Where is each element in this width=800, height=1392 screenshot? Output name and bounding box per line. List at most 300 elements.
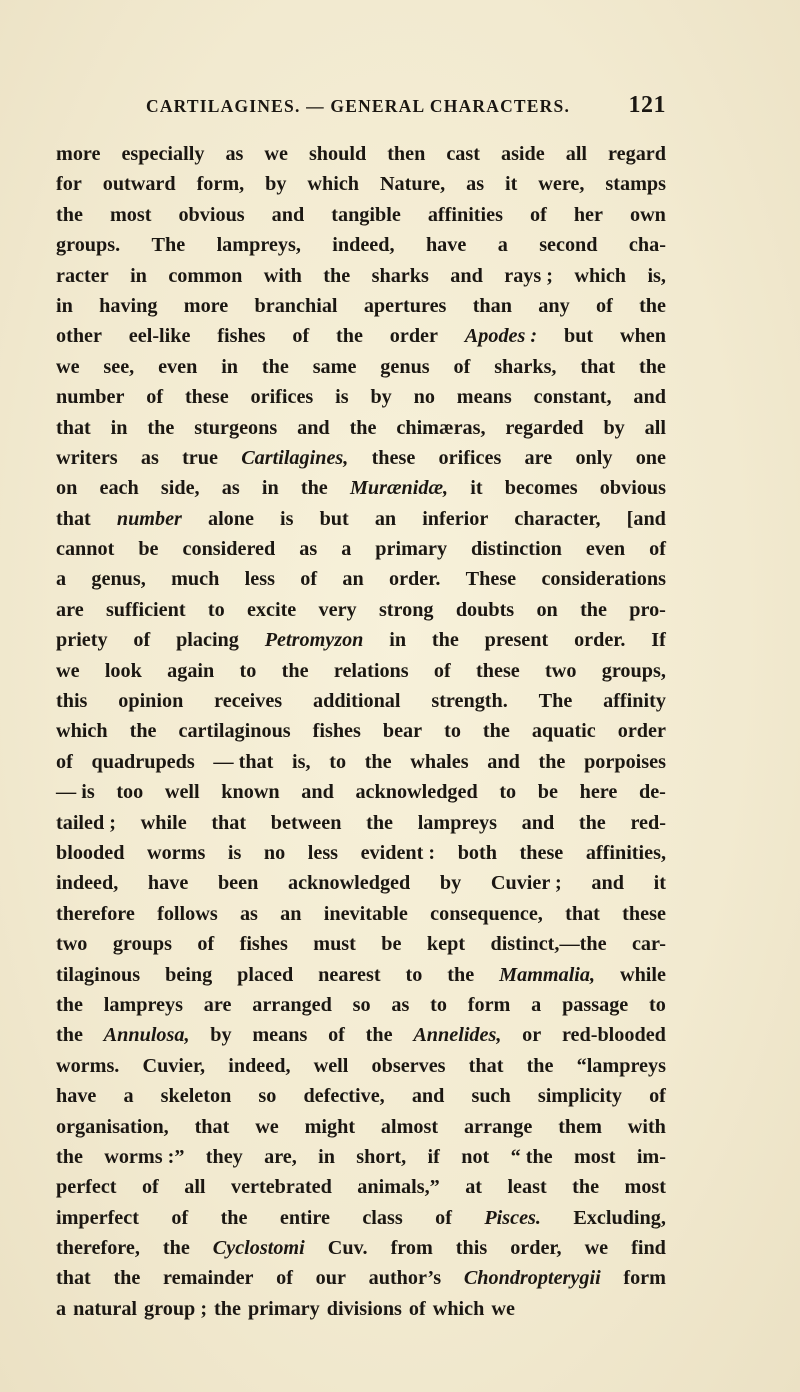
text-line <box>56 656 666 686</box>
word: all <box>565 143 588 165</box>
word: indeed, <box>332 234 395 257</box>
word: aside <box>500 143 545 165</box>
word: imperfect <box>56 1206 139 1229</box>
word: too <box>116 781 144 804</box>
text-line <box>56 838 666 868</box>
word: means <box>252 1024 308 1047</box>
word: here <box>579 781 618 804</box>
word: order, <box>510 1237 562 1260</box>
text-line <box>56 1172 666 1202</box>
word: natural <box>73 1297 138 1320</box>
word: sturgeons <box>194 416 278 439</box>
word: short, <box>356 1145 407 1168</box>
word: indeed, <box>228 1054 291 1077</box>
word: the <box>281 659 309 682</box>
text-line <box>56 1081 666 1111</box>
word: constant, <box>533 386 612 409</box>
word: of <box>300 568 318 591</box>
word: to <box>499 781 517 804</box>
word: are <box>203 993 232 1016</box>
word: sharks <box>371 264 429 287</box>
word: becomes <box>504 477 578 500</box>
word: be <box>381 933 402 956</box>
word: affinities, <box>585 841 666 864</box>
word: of <box>328 1024 345 1047</box>
word: distinction <box>471 538 562 561</box>
word: remainder <box>163 1267 254 1290</box>
word: of <box>141 1176 159 1199</box>
word: an <box>280 902 302 925</box>
word: Cuvier, <box>142 1054 206 1077</box>
word: in <box>389 629 407 652</box>
text-line <box>56 1294 666 1324</box>
word: obvious <box>178 203 245 226</box>
word: to <box>405 963 423 986</box>
word: almost <box>380 1115 439 1138</box>
word: groups <box>112 933 172 956</box>
text-line <box>56 868 666 898</box>
word: vertebrated <box>230 1176 332 1199</box>
word: follows <box>157 902 218 925</box>
word: receives <box>214 690 283 713</box>
word: the <box>431 629 459 652</box>
word: is, <box>647 264 666 287</box>
word: red- <box>630 811 666 834</box>
word: not <box>461 1145 490 1168</box>
word: by <box>265 173 287 196</box>
italic-word: Apodes : <box>464 325 538 348</box>
word: additional <box>313 690 401 713</box>
word: from <box>390 1237 433 1260</box>
page-number: 121 <box>628 92 666 118</box>
word: more <box>183 294 229 317</box>
text-line <box>56 321 666 351</box>
word: aquatic <box>531 720 596 743</box>
word: all <box>644 416 666 439</box>
text-line <box>56 1112 666 1142</box>
text-line <box>56 534 666 564</box>
word: and <box>271 203 305 226</box>
word: less <box>244 568 275 591</box>
word: as <box>221 477 240 500</box>
word: to <box>430 993 447 1016</box>
word: Nature, <box>379 173 446 196</box>
word: opinion <box>118 690 184 713</box>
word: fishes <box>217 325 266 348</box>
word: considerations <box>541 568 666 591</box>
word: — that <box>213 750 274 773</box>
word: this <box>56 690 88 713</box>
word: look <box>104 659 142 682</box>
word: as <box>466 173 485 196</box>
body-paragraph <box>56 139 666 1324</box>
word: these <box>622 902 666 925</box>
word: which <box>432 1297 485 1320</box>
word: that <box>194 1115 230 1138</box>
word: and <box>521 811 555 834</box>
text-line <box>56 990 666 1020</box>
running-head <box>146 92 666 124</box>
word: lampreys <box>417 811 497 834</box>
word: relations <box>333 659 409 682</box>
word: be <box>537 781 558 804</box>
word: it <box>653 872 666 895</box>
word: should <box>308 143 367 165</box>
text-line <box>56 1203 666 1233</box>
word: the <box>147 416 175 439</box>
text-line <box>56 1051 666 1081</box>
word: that <box>565 902 600 925</box>
word: eel-like <box>128 325 191 348</box>
word: class <box>362 1206 403 1229</box>
word: observes <box>371 1054 446 1077</box>
word: or <box>522 1024 542 1047</box>
word: the <box>220 1206 248 1229</box>
text-line <box>56 352 666 382</box>
italic-word: Pisces. <box>484 1206 541 1229</box>
word: regard <box>608 143 666 165</box>
word: nearest <box>318 963 381 986</box>
word: kept <box>426 933 466 956</box>
word: distinct,—the <box>490 933 607 956</box>
word: character, <box>514 507 601 530</box>
word: These <box>465 568 517 591</box>
word: group ; <box>144 1297 208 1320</box>
word: therefore <box>56 902 135 925</box>
word: as <box>140 446 159 469</box>
word: — is <box>56 781 95 804</box>
word: which <box>56 720 108 743</box>
word: genus, <box>91 568 146 591</box>
word: Cuvier ; <box>490 872 562 895</box>
word: in <box>110 416 128 439</box>
word: be <box>138 538 159 561</box>
word: of <box>276 1267 293 1290</box>
text-line <box>56 1142 666 1172</box>
italic-word: Cartilagines, <box>241 446 349 469</box>
word: fishes <box>239 933 288 956</box>
word: and <box>633 386 666 409</box>
word: by <box>370 386 392 409</box>
word: order <box>617 720 666 743</box>
word: excite <box>246 598 297 621</box>
word: we <box>255 1115 279 1138</box>
word: which <box>307 173 360 196</box>
word: of <box>56 750 73 773</box>
word: for <box>56 173 82 196</box>
word: of <box>408 1297 426 1320</box>
word: whales <box>410 750 469 773</box>
word: order. <box>388 568 441 591</box>
word: lampreys, <box>216 234 301 257</box>
word: the <box>261 355 289 378</box>
italic-word: number <box>116 507 182 530</box>
word: of <box>595 294 613 317</box>
word: porpoises <box>584 750 666 773</box>
word: Excluding, <box>573 1206 666 1229</box>
word: strong <box>378 598 434 621</box>
word: genus <box>380 355 430 378</box>
word: even <box>585 538 626 561</box>
word: more <box>56 143 101 165</box>
text-line <box>56 200 666 230</box>
word: worms :” <box>104 1145 185 1168</box>
word: placing <box>176 629 239 652</box>
word: racter <box>56 264 109 287</box>
word: most <box>624 1176 666 1199</box>
word: and <box>450 264 483 287</box>
word: them <box>558 1115 602 1138</box>
word: Cuv. <box>327 1237 368 1260</box>
word: tilaginous <box>56 963 141 986</box>
text-line <box>56 808 666 838</box>
word: and <box>297 416 330 439</box>
italic-word: Petromyzon <box>264 629 364 652</box>
word: chimæras, <box>396 416 486 439</box>
word: to <box>239 659 257 682</box>
word: least <box>507 1176 547 1199</box>
word: while <box>140 811 187 834</box>
word: as <box>239 902 258 925</box>
word: to <box>444 720 461 743</box>
word: known <box>221 781 280 804</box>
word: in <box>221 355 239 378</box>
word: even <box>158 355 198 378</box>
word: quadrupeds <box>91 750 195 773</box>
word: the <box>366 811 394 834</box>
word: order <box>389 325 438 348</box>
word: in <box>261 477 279 500</box>
word: been <box>217 872 259 895</box>
word: see, <box>103 355 135 378</box>
word: tangible <box>331 203 401 226</box>
text-line <box>56 1263 666 1293</box>
word: we <box>56 659 80 682</box>
word: inferior <box>422 507 489 530</box>
text-line <box>56 1233 666 1263</box>
word: acknowledged <box>287 872 411 895</box>
word: no <box>263 841 286 864</box>
word: at <box>465 1176 483 1199</box>
word: rays ; <box>504 264 554 287</box>
word: number <box>56 386 125 409</box>
word: im- <box>636 1145 666 1168</box>
word: so <box>258 1085 277 1108</box>
word: while <box>620 963 666 986</box>
word: a <box>341 538 352 561</box>
word: primary <box>247 1297 320 1320</box>
word: the <box>162 1237 190 1260</box>
word: the <box>323 264 351 287</box>
word: arranged <box>252 993 332 1016</box>
word: so <box>352 993 371 1016</box>
word: inevitable <box>323 902 408 925</box>
word: placed <box>237 963 294 986</box>
word: means <box>456 386 512 409</box>
word: the <box>580 598 607 621</box>
running-head-title: CARTILAGINES. — GENERAL CHARACTERS. <box>146 96 571 116</box>
word: common <box>168 264 243 287</box>
word: the <box>572 1176 600 1199</box>
word: writers <box>56 446 118 469</box>
word: are <box>524 446 553 469</box>
word: tailed ; <box>56 811 116 834</box>
word: author’s <box>368 1267 442 1290</box>
word: to <box>329 750 347 773</box>
word: primary <box>375 538 448 561</box>
word: our <box>315 1267 346 1290</box>
word: might <box>304 1115 356 1138</box>
word: we <box>584 1237 609 1260</box>
word: when <box>619 325 666 348</box>
word: having <box>99 294 158 317</box>
word: of <box>453 355 471 378</box>
word: consequence, <box>430 902 543 925</box>
word: the <box>578 811 606 834</box>
word: that <box>56 507 91 530</box>
word: of <box>146 386 164 409</box>
text-line <box>56 382 666 412</box>
word: orifices <box>438 446 502 469</box>
text-line <box>56 291 666 321</box>
word: present <box>484 629 549 652</box>
word: own <box>629 203 666 226</box>
word: red-blooded <box>561 1024 666 1047</box>
word: one <box>635 446 666 469</box>
word: of <box>171 1206 189 1229</box>
word: sufficient <box>105 598 186 621</box>
word: both <box>457 841 497 864</box>
word: passage <box>562 993 629 1016</box>
word: indeed, <box>56 872 119 895</box>
word: the <box>56 1024 83 1047</box>
word: an <box>342 568 364 591</box>
word: the <box>365 1024 393 1047</box>
text-line <box>56 625 666 655</box>
text-line <box>56 473 666 503</box>
text-line <box>56 261 666 291</box>
word: that <box>56 416 91 439</box>
word: as <box>299 538 318 561</box>
word: again <box>167 659 215 682</box>
word: if <box>427 1145 440 1168</box>
word: than <box>472 294 512 317</box>
word: as <box>391 993 410 1016</box>
word: were, <box>538 173 585 196</box>
word: acknowledged <box>355 781 478 804</box>
word: well <box>313 1054 349 1077</box>
word: is <box>227 841 242 864</box>
italic-word: Annelides, <box>413 1024 502 1047</box>
word: the <box>336 325 363 348</box>
word: between <box>270 811 342 834</box>
word: “lampreys <box>576 1054 666 1077</box>
word: in <box>318 1145 335 1168</box>
text-line <box>56 139 666 169</box>
word: divisions <box>326 1297 402 1320</box>
word: on <box>536 598 558 621</box>
word: lampreys <box>103 993 183 1016</box>
word: the <box>538 750 566 773</box>
word: no <box>413 386 435 409</box>
word: skeleton <box>160 1085 232 1108</box>
word: same <box>312 355 357 378</box>
word: [and <box>626 507 666 530</box>
word: an <box>374 507 397 530</box>
word: must <box>313 933 356 956</box>
word: of <box>649 1085 666 1108</box>
word: of <box>292 325 310 348</box>
word: the <box>56 1145 83 1168</box>
word: blooded <box>56 841 125 864</box>
word: and <box>591 872 624 895</box>
word: in <box>56 294 73 317</box>
word: de- <box>638 781 666 804</box>
text-line <box>56 595 666 625</box>
word: worms. <box>56 1054 120 1077</box>
word: true <box>182 446 218 469</box>
text-line <box>56 686 666 716</box>
text-line <box>56 169 666 199</box>
word: as <box>225 143 244 165</box>
word: the <box>214 1297 241 1320</box>
word: of <box>433 659 451 682</box>
word: by <box>210 1024 232 1047</box>
word: form <box>623 1267 666 1290</box>
word: bear <box>382 720 423 743</box>
word: of <box>649 538 666 561</box>
word: simplicity <box>537 1085 622 1108</box>
word: regarded <box>505 416 584 439</box>
word: orifices <box>250 386 314 409</box>
word: to <box>207 598 225 621</box>
word: and <box>411 1085 445 1108</box>
word: two <box>545 659 577 682</box>
word: a <box>123 1085 134 1108</box>
word: and <box>487 750 520 773</box>
word: strength. <box>431 690 508 713</box>
word: of <box>197 933 215 956</box>
word: cartilaginous <box>178 720 291 743</box>
word: a <box>56 568 67 591</box>
text-line <box>56 929 666 959</box>
word: the <box>526 1054 554 1077</box>
word: defective, <box>303 1085 385 1108</box>
italic-word: Mammalia, <box>499 963 596 986</box>
word: fishes <box>312 720 361 743</box>
word: animals,” <box>357 1176 440 1199</box>
text-line <box>56 899 666 929</box>
word: other <box>56 325 102 348</box>
word: in <box>130 264 147 287</box>
word: a <box>497 234 508 257</box>
text-line <box>56 413 666 443</box>
word: of <box>435 1206 452 1229</box>
word: it <box>505 173 518 196</box>
word: these <box>476 659 520 682</box>
word: a <box>531 993 542 1016</box>
word: is, <box>292 750 311 773</box>
italic-word: Murænidæ, <box>349 477 449 500</box>
word: the <box>300 477 328 500</box>
word: each <box>99 477 139 500</box>
text-line <box>56 443 666 473</box>
word: obvious <box>599 477 666 500</box>
word: this <box>455 1237 488 1260</box>
italic-word: Cyclostomi <box>212 1237 305 1260</box>
italic-word: Chondropterygii <box>463 1267 601 1290</box>
word: arrange <box>463 1115 533 1138</box>
